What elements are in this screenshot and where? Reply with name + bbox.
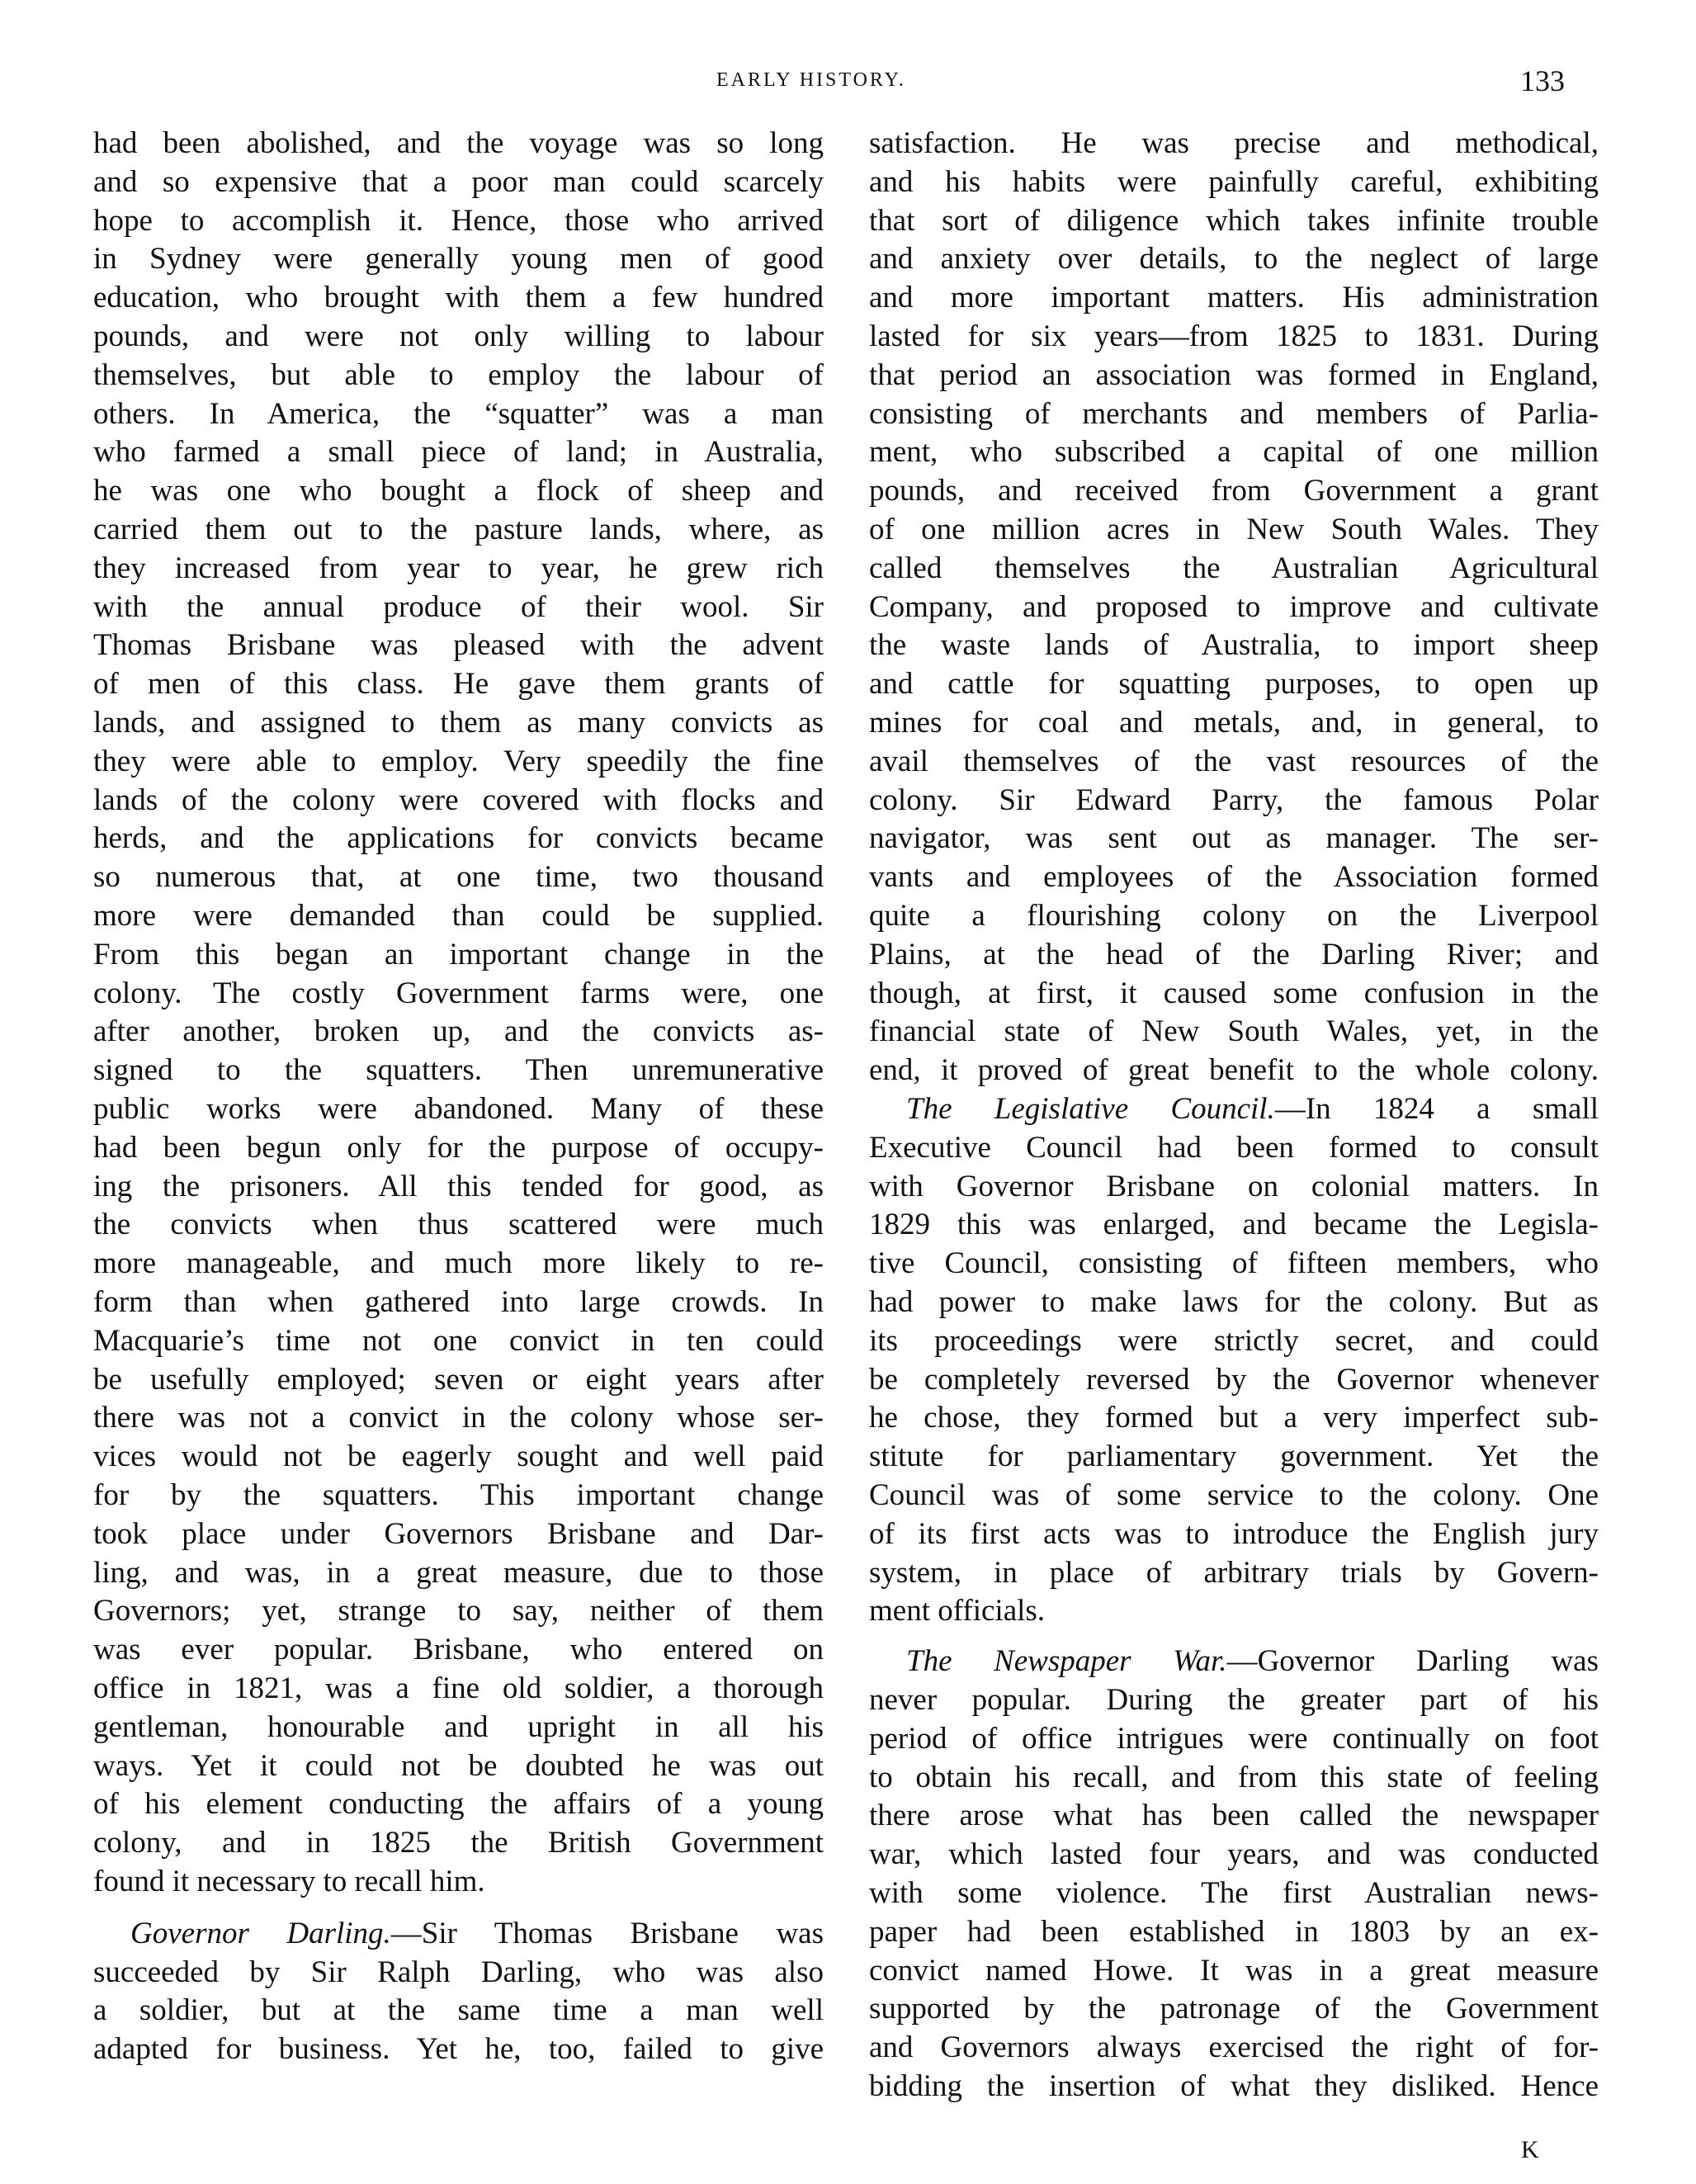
- text-line: ment officials.: [869, 1594, 1046, 1629]
- text-line: more manageable, and much more likely to re-: [93, 1246, 824, 1281]
- text-line: they increased from year to year, he grew rich: [93, 551, 824, 585]
- text-line: with Governor Brisbane on colonial matters. In: [869, 1169, 1599, 1203]
- text-line: pounds, and were not only willing to labour: [93, 319, 824, 353]
- text-line: and so expensive that a poor man could scarcely: [93, 164, 824, 199]
- text-line: took place under Governors Brisbane and Dar-: [93, 1516, 824, 1551]
- text-line: Council was of some service to the colony. One: [869, 1478, 1599, 1512]
- text-line: avail themselves of the vast resources of the: [869, 744, 1599, 778]
- text-line: called themselves the Australian Agricultural: [869, 551, 1599, 585]
- text-line: succeeded by Sir Ralph Darling, who was also: [93, 1955, 824, 1989]
- text-line: carried them out to the pasture lands, where, as: [93, 513, 824, 546]
- text-line: to obtain his recall, and from this state of feeling: [869, 1760, 1599, 1794]
- section-heading: The Newspaper War.: [906, 1644, 1227, 1679]
- text-line: and cattle for squatting purposes, to open up: [869, 667, 1599, 702]
- text-line: Plains, at the head of the Darling River; and: [869, 937, 1599, 971]
- text-line: more were demanded than could be supplied.: [93, 899, 824, 933]
- text-line: there arose what has been called the newspaper: [869, 1799, 1599, 1833]
- text-line: of its first acts was to introduce the English jury: [869, 1516, 1599, 1551]
- text-line: pounds, and received from Government a grant: [869, 474, 1599, 508]
- text-line: Thomas Brisbane was pleased with the advent: [93, 628, 824, 663]
- text-line: mines for coal and metals, and, in general, to: [869, 706, 1599, 740]
- text-line: hope to accomplish it. Hence, those who arrived: [93, 203, 824, 238]
- text-line: had been abolished, and the voyage was so long: [93, 126, 824, 160]
- text-line: others. In America, the “squatter” was a man: [93, 396, 824, 431]
- text-line: lands, and assigned to them as many convicts as: [93, 706, 824, 740]
- text-line: From this began an important change in the: [93, 937, 824, 971]
- text-line: Governors; yet, strange to say, neither of them: [93, 1594, 824, 1629]
- text-line: satisfaction. He was precise and methodical,: [869, 126, 1599, 160]
- text-line: tive Council, consisting of fifteen members, who: [869, 1246, 1599, 1281]
- section-newspaper-war: The Newspaper War.—Governor Darling was: [906, 1644, 1599, 1679]
- text-line: and Governors always exercised the right of for-: [869, 2030, 1599, 2065]
- text-line: 1829 this was enlarged, and became the Legisla-: [869, 1208, 1599, 1242]
- text-line: with the annual produce of their wool. Sir: [93, 589, 824, 624]
- text-line: gentleman, honourable and upright in all his: [93, 1709, 824, 1744]
- section-heading: Governor Darling.: [130, 1916, 391, 1950]
- text-line: education, who brought with them a few hundred: [93, 281, 824, 315]
- text-line: vants and employees of the Association formed: [869, 860, 1599, 895]
- text-line: after another, broken up, and the convicts as-: [93, 1014, 824, 1049]
- text-line: convict named Howe. It was in a great measure: [869, 1953, 1599, 1988]
- text-line: adapted for business. Yet he, too, failed to give: [93, 2032, 824, 2067]
- text-line: a soldier, but at the same time a man well: [93, 1993, 824, 2028]
- text-line: ment, who subscribed a capital of one million: [869, 435, 1599, 470]
- text-line: for by the squatters. This important change: [93, 1478, 824, 1512]
- text-line: lands of the colony were covered with flocks and: [93, 782, 824, 817]
- text-line: its proceedings were strictly secret, and could: [869, 1323, 1599, 1358]
- text-line: of his element conducting the affairs of a young: [93, 1787, 824, 1822]
- text-line: so numerous that, at one time, two thousand: [93, 860, 824, 895]
- text-line: he chose, they formed but a very imperfect sub-: [869, 1401, 1599, 1435]
- text-line: herds, and the applications for convicts became: [93, 821, 824, 856]
- text-line: signed to the squatters. Then unremunerative: [93, 1053, 824, 1088]
- text-line: they were able to employ. Very speedily the fine: [93, 744, 824, 778]
- text-line: who farmed a small piece of land; in Australia,: [93, 435, 824, 470]
- text-line: he was one who bought a flock of sheep and: [93, 474, 824, 508]
- text-line: the waste lands of Australia, to import sheep: [869, 628, 1599, 663]
- text-line: of men of this class. He gave them grants of: [93, 667, 824, 702]
- section-legislative-council: The Legislative Council.—In 1824 a small: [906, 1092, 1599, 1126]
- text-line: colony. The costly Government farms were, one: [93, 976, 824, 1010]
- text-line: office in 1821, was a fine old soldier, a thorough: [93, 1671, 824, 1705]
- text-line: form than when gathered into large crowds. In: [93, 1285, 824, 1319]
- text-line: ing the prisoners. All this tended for good, as: [93, 1169, 824, 1203]
- text-line: Company, and proposed to improve and cultivate: [869, 589, 1599, 624]
- text-line: public works were abandoned. Many of these: [93, 1092, 824, 1126]
- section-heading: The Legislative Council.: [906, 1092, 1275, 1126]
- text-line: never popular. During the greater part of his: [869, 1683, 1599, 1717]
- text-line: be usefully employed; seven or eight years after: [93, 1362, 824, 1397]
- text-line: lasted for six years—from 1825 to 1831. During: [869, 319, 1599, 353]
- text-line: ling, and was, in a great measure, due to those: [93, 1555, 824, 1590]
- text-line: and anxiety over details, to the neglect of large: [869, 242, 1599, 277]
- running-head: EARLY HISTORY.: [716, 69, 906, 91]
- text-line: found it necessary to recall him.: [93, 1865, 485, 1898]
- text-line: and his habits were painfully careful, exhibiting: [869, 164, 1599, 199]
- text-line: themselves, but able to employ the labour of: [93, 357, 824, 392]
- text-line: in Sydney were generally young men of good: [93, 242, 824, 277]
- text-line: quite a flourishing colony on the Liverpool: [869, 899, 1599, 933]
- text-line: colony. Sir Edward Parry, the famous Polar: [869, 782, 1599, 817]
- text-line: had been begun only for the purpose of occupy-: [93, 1130, 824, 1165]
- text-line: had power to make laws for the colony. But as: [869, 1285, 1599, 1319]
- text-line: period of office intrigues were continually on foot: [869, 1721, 1599, 1756]
- page-number: 133: [1520, 64, 1565, 97]
- text-line: with some violence. The first Australian news-: [869, 1876, 1599, 1910]
- text-line: supported by the patronage of the Government: [869, 1992, 1599, 2026]
- text-line: ways. Yet it could not be doubted he was out: [93, 1748, 824, 1783]
- text-line: Executive Council had been formed to consult: [869, 1130, 1599, 1165]
- text-line: there was not a convict in the colony whose ser-: [93, 1401, 824, 1435]
- text-line: navigator, was sent out as manager. The ser-: [869, 821, 1599, 856]
- text-line: bidding the insertion of what they disliked. Hence: [869, 2069, 1599, 2103]
- section-governor-darling: Governor Darling.—Sir Thomas Brisbane was: [130, 1916, 824, 1950]
- text-line: though, at first, it caused some confusion in the: [869, 976, 1599, 1010]
- text-line: be completely reversed by the Governor whenever: [869, 1362, 1599, 1397]
- text-line: system, in place of arbitrary trials by Govern-: [869, 1555, 1599, 1590]
- text-line: consisting of merchants and members of Parlia-: [869, 396, 1599, 431]
- text-line: was ever popular. Brisbane, who entered on: [93, 1633, 824, 1667]
- text-line: paper had been established in 1803 by an ex-: [869, 1914, 1599, 1949]
- text-line: Macquarie’s time not one convict in ten could: [93, 1323, 824, 1358]
- signature-mark: K: [1521, 2136, 1539, 2163]
- text-line: end, it proved of great benefit to the whole colony.: [869, 1053, 1599, 1088]
- text-line: that sort of diligence which takes infinite trouble: [869, 203, 1599, 238]
- text-line: and more important matters. His administration: [869, 281, 1599, 315]
- text-line: colony, and in 1825 the British Government: [93, 1826, 824, 1860]
- text-line: that period an association was formed in England,: [869, 357, 1599, 392]
- text-line: of one million acres in New South Wales. They: [869, 513, 1599, 546]
- text-line: war, which lasted four years, and was conducted: [869, 1837, 1599, 1872]
- text-line: stitute for parliamentary government. Yet the: [869, 1439, 1599, 1474]
- text-line: vices would not be eagerly sought and well paid: [93, 1439, 824, 1474]
- text-line: financial state of New South Wales, yet, in the: [869, 1014, 1599, 1049]
- text-line: the convicts when thus scattered were much: [93, 1208, 824, 1242]
